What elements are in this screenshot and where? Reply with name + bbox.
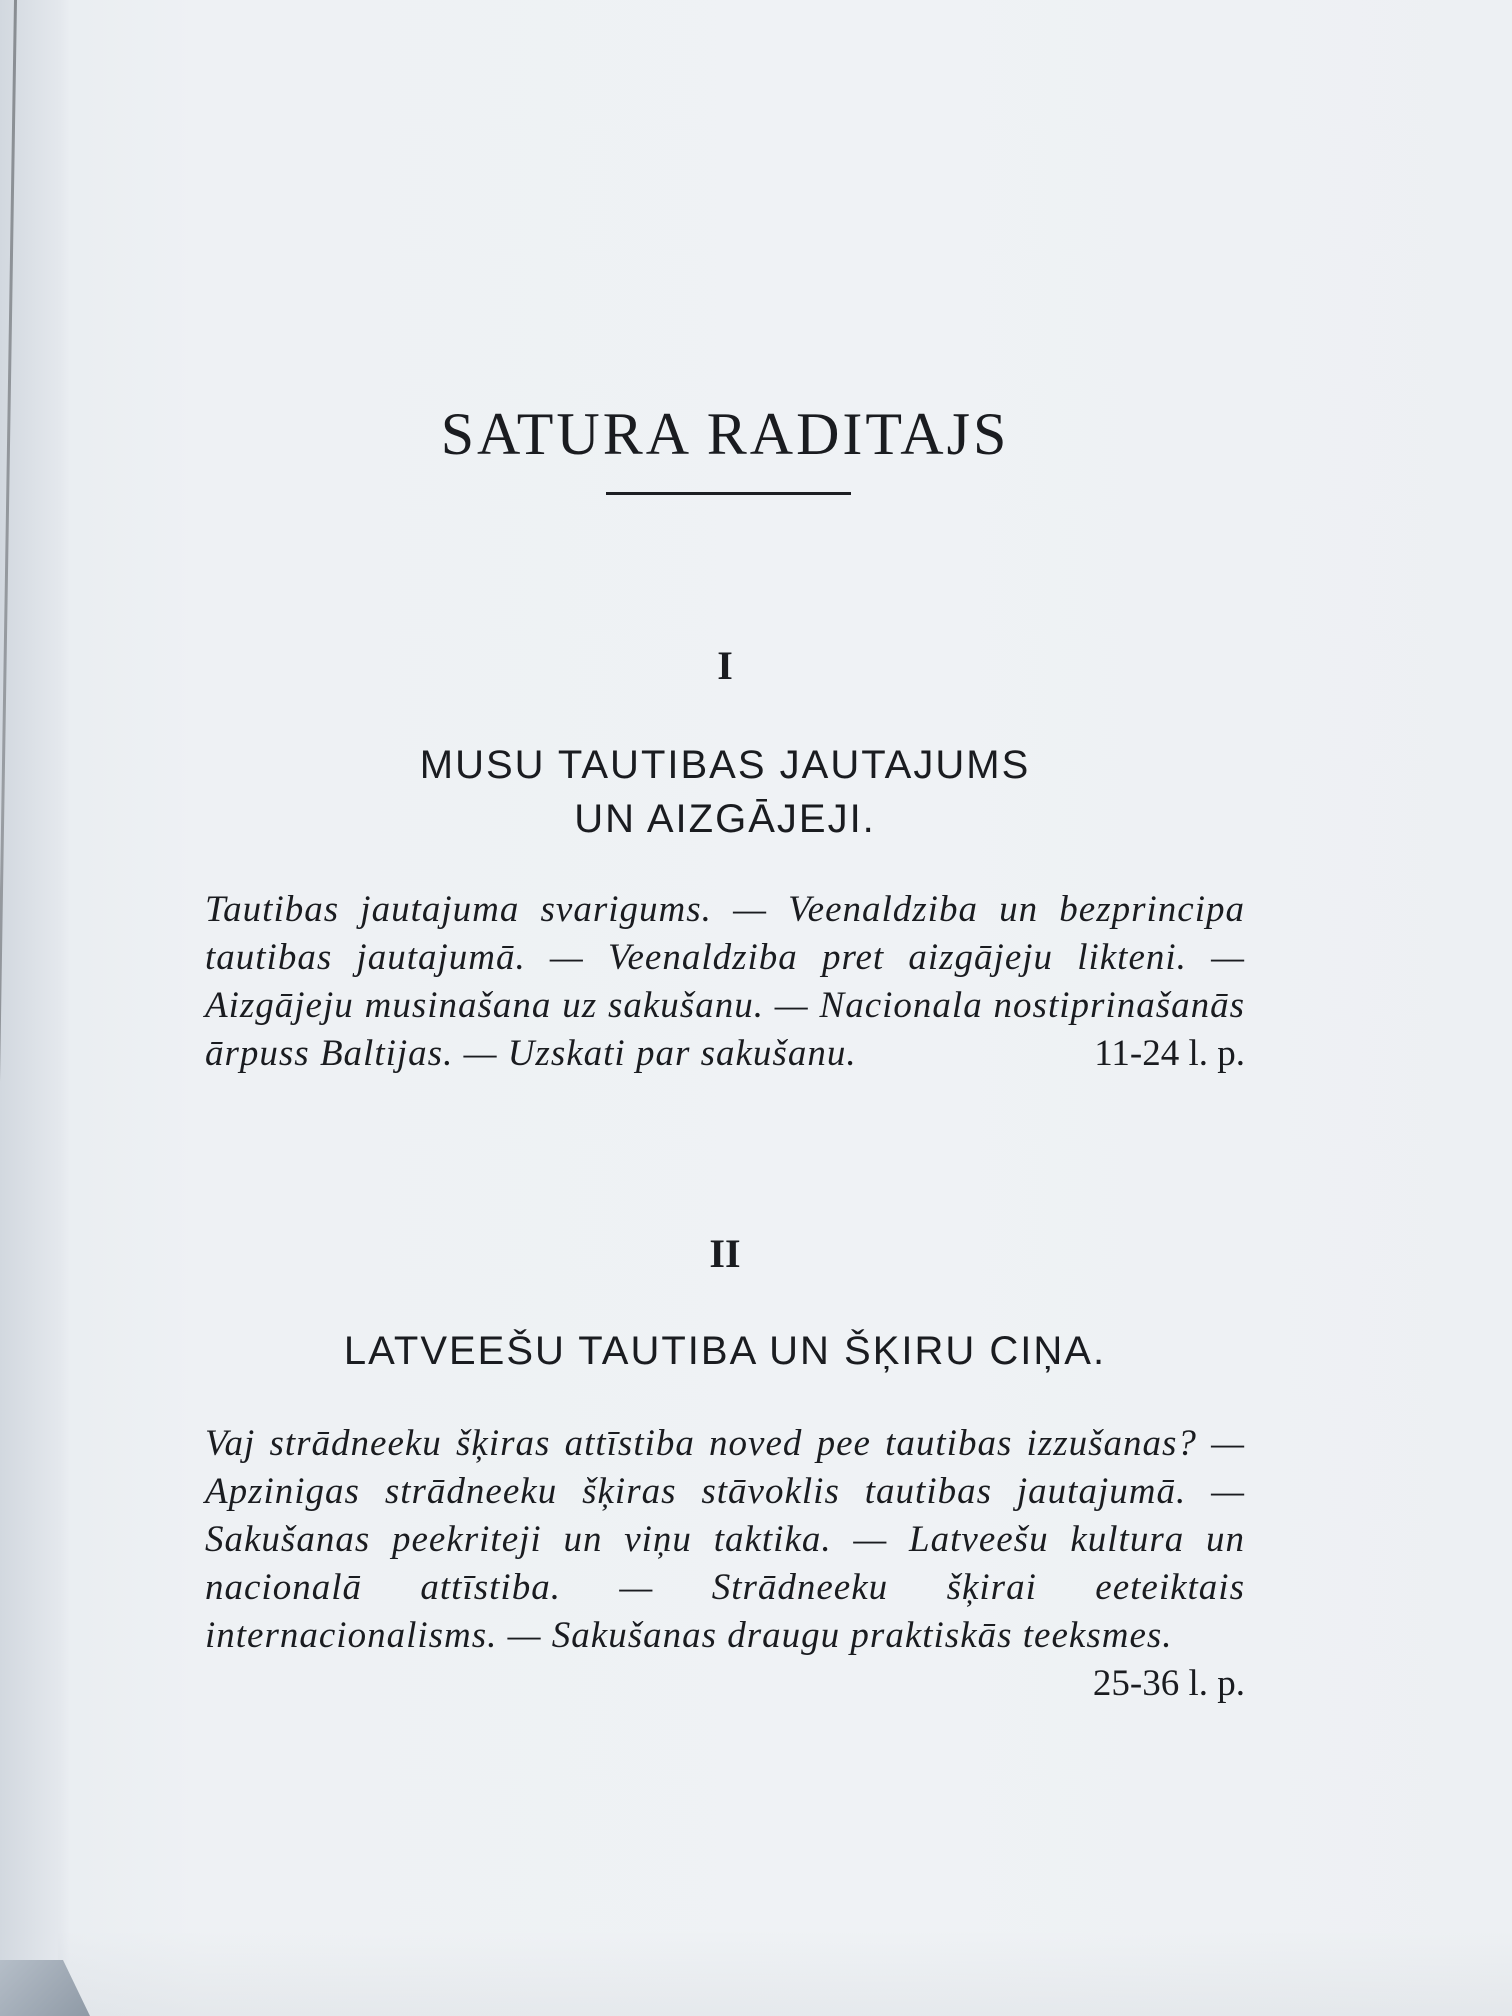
section-heading-line: UN AIZGĀJEJI. (574, 797, 876, 841)
section-heading-line: MUSU TAUTIBAS JAUTAJUMS (419, 743, 1031, 787)
page-bottom-edge (58, 1930, 1512, 2016)
section-summary-text: Vaj strādneeku šķiras attīstiba noved pee tautibas izzušanas? — Apzinigas strādneeku šķiras stāvoklis tautibas jautajumā. — Sakušanas peekriteji un viņu taktika. — Latveešu kultura un nacionalā attīstiba. — Strādneeku šķirai eeteiktais internacionalisms. — Sakušanas draugu praktiskās teeksmes. (205, 1423, 1245, 1656)
section-number: I (717, 643, 733, 688)
section-heading (200, 1324, 1250, 1378)
title-underline (606, 492, 851, 495)
section-summary (205, 1420, 1245, 1708)
page-range: 11-24 l. p. (1094, 1033, 1245, 1074)
section-heading-line: LATVEEŠU TAUTIBA UN ŠĶIRU CIŅA. (343, 1329, 1107, 1373)
page-range: 25-36 l. p. (1092, 1663, 1245, 1704)
page-title: SATURA RADITAJS (440, 401, 1010, 467)
section-summary (205, 886, 1245, 1078)
section-summary-text: Tautibas jautajuma svarigums. — Veenaldziba un bezprincipa tautibas jautajumā. — Veenaldziba pret aizgājeju likteni. — Aizgājeju musinašana uz sakušanu. — Nacionala nostiprinašanās ārpuss Baltijas. — Uzskati par sakušanu. (205, 889, 1245, 1074)
section-number: II (709, 1231, 741, 1276)
section-heading (200, 738, 1250, 846)
